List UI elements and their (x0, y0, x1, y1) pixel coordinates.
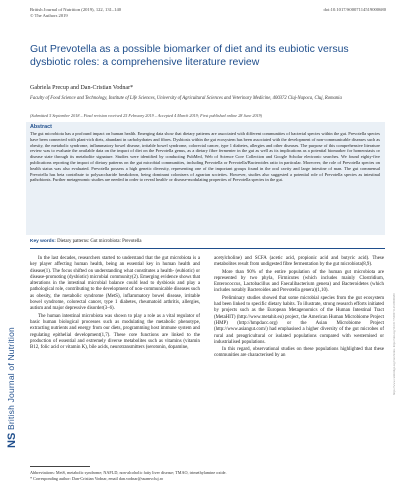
keywords (30, 239, 380, 244)
abstract-heading: Abstract (30, 124, 52, 130)
body-paragraph: Preliminary studies showed that some microbial species from the gut ecosystem had been linked to specific dietary habits. To illustrate, strong research efforts initiated by projects such as the European Metagenomics of the Human Intestinal Tract (MetaHIT) (http://www.metahit.eu) project, the American Human Microbiome Project (HMP) (http://hmpdacc.org) or the Asian Microbiome Project (http://www.asiangut.com/) had emphasised a higher diversity of the gut microbes of rural and preagricultural or isolated populations compared with westernised or industrialised populations. (214, 295, 384, 345)
body-paragraph: More than 90% of the entire population of the human gut microbiota are represented by two phyla, Firmicutes (which includes mainly Clostridium, Enterococcus, Lactobacillus and Faecalibacterium genera) and Bacteroidetes (which includes notably Bacteroides and Prevotella genera)(1,10). (214, 269, 384, 294)
author-list: Gabriela Precup and Dan-Cristian Vodnar* (30, 85, 134, 91)
submission-dates: (Submitted 5 September 2018 – Final revision received 25 February 2019 – Accepted 4 March 2019; First published online 28 June 2019) (30, 113, 263, 118)
journal-logo-icon: NS (6, 432, 18, 448)
affiliation: Faculty of Food Science and Technology, Institute of Life Sciences, University of Agricultural Sciences and Veterinary Medicine, 400372 Cluj-Napoca, Cluj, Romania (30, 96, 342, 101)
margin-download-note: https://www.cambridge.org/core/terms. https://doi.org/10.1017/S0007114519000680 (392, 293, 396, 395)
body-paragraph: In the last decades, researchers started to understand that the gut microbiota is a key player affecting human health, being an essential key in human health and disease(1). The focus shifted on understanding what constitutes a health- (eubiotic) or disease-promoting (dysbiotic) microbial community(2). Emerging evidence shows that alterations in the intestinal microbial balance could lead to dysbiosis and play a pathological role, contributing to the development of non-communicable diseases such as obesity, the metabolic syndrome (MetS), inflammatory bowel disease, irritable bowel syndrome, colorectal cancer, type 1 diabetes, rheumatoid arthritis, allergies, autism and major depressive disorder(3–6). (30, 256, 200, 312)
journal-line: British Journal of Nutrition (2019), 122, 131–140 (30, 7, 122, 12)
journal-citation (30, 7, 121, 19)
body-paragraph: acetylcholine) and SCFA (acetic acid, propionic acid and butyric acid). These metabolites result from undigested fibre fermentation by the gut microbiota(8,9). (214, 256, 384, 268)
abbreviations-note: Abbreviations: MetS, metabolic syndrome; NAFLD, non-alcoholic fatty liver disease; TMAO, trimethylamine oxide. (30, 470, 227, 475)
doi-link[interactable]: doi:10.1017/S0007114519000680 (323, 7, 386, 12)
corresponding-author-note: * Corresponding author: Dan-Cristian Vodnar, email dan.vodnar@usamvcluj.ro (30, 475, 164, 481)
section-divider (30, 248, 385, 249)
body-column-left (30, 256, 200, 352)
abstract-text: The gut microbiota has a profound impact on human health. Emerging data show that dietary patterns are associated with different communities of bacterial species within the gut. Prevotella species have been connected with plant-rich diets, abundant in carbohydrates and fibres. Dysbiosis within the gut ecosystem has been associated with the development of non-communicable diseases such as obesity, the metabolic syndrome, inflammatory bowel disease, irritable bowel syndrome, colorectal cancer, type 1 diabetes, allergies and other diseases. The purpose of this comprehensive literature review was to evaluate the available data on the impact of diet on the Prevotella genus, as a dietary fibre fermenter in the gut as well as its implications as a potential biomarker for homeostasis or disease state through its metabolite signature. Studies were identified by conducting PubMed, Web of Science Core Collection and Google Scholar electronic searches. We found eighty-five publications reporting the impact of dietary patterns on the gut microbial communities, including Prevotella or Prevotella/Bacteroides ratio in particular. Moreover, the role of Prevotella species on health status was also evaluated. Prevotella possess a high genetic diversity, representing one of the important groups found in the oral cavity and large intestine of man. The gut commensal Prevotella has beta contribute to polysaccharide breakdown, being dominant colonisers of agrarian societies. However, studies also suggested a potential role of Prevotella species as intestinal pathobionts. Further metagenomic studies are needed in order to reveal health- or disease-modulating properties of Prevotella species in the gut. (30, 131, 380, 183)
body-column-right (214, 256, 384, 361)
footnote-divider (30, 466, 90, 467)
keywords-text: Dietary patterns: Gut microbiota: Prevotella (57, 239, 142, 244)
copyright-line: © The Authors 2019 (30, 13, 68, 18)
article-title: Gut Prevotella as a possible biomarker of diet and its eubiotic versus dysbiotic roles: a comprehensive literature review (30, 43, 349, 68)
footnotes (30, 470, 385, 481)
body-paragraph: The human intestinal microbiota was shown to play a role as a vital regulator of basic human biological processes such as modulating the metabolic phenotype, extracting nutrients and energy from our diets, programming host immune system and regulating epithelial development(1,7). These core functions are linked to the production of essential and extremely diverse metabolites such as vitamins (vitamin B12, folic acid or vitamin K), bile acids, neurotransmitters (serotonin, dopamine, (30, 313, 200, 351)
keywords-label: Key words: (30, 239, 56, 244)
sidebar-journal-name: British Journal of Nutrition (6, 327, 16, 430)
body-paragraph: In this regard, observational studies on these populations highlighted that these communities are characterised by an (214, 347, 384, 359)
